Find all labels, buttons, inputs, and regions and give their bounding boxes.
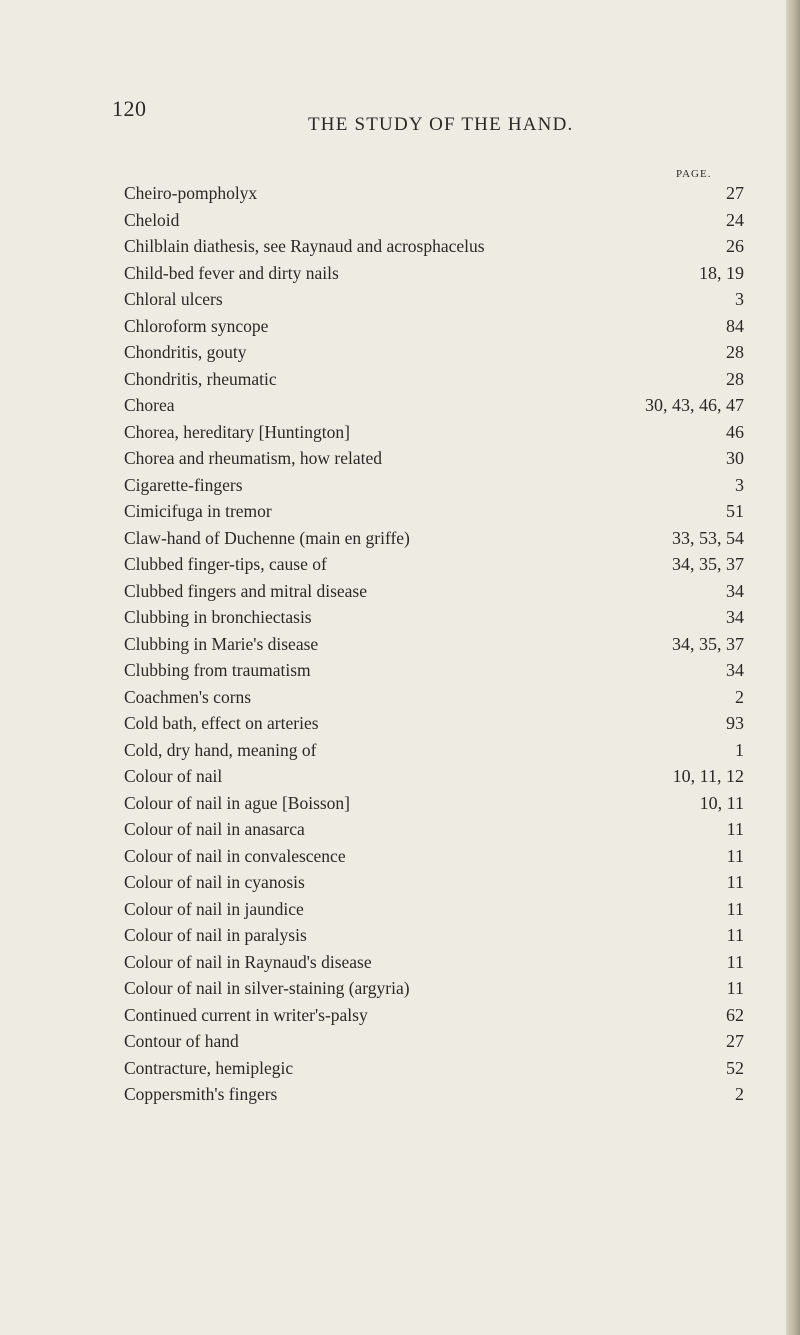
entry-pages: 11 [726, 819, 744, 839]
entry-term: Cold, dry hand, meaning of [124, 739, 317, 760]
entry-pages: 34 [726, 660, 744, 680]
entry-pages: 52 [726, 1057, 744, 1078]
entry-pages: 2 [735, 1084, 744, 1104]
entry-pages: 93 [726, 713, 744, 733]
entry-term: Chilblain diathesis, see Raynaud and acrosphacelus [124, 236, 485, 256]
index-entry [124, 233, 744, 260]
entry-term: Chorea [124, 395, 175, 415]
entry-pages: 51 [726, 501, 744, 521]
index-entry [124, 604, 744, 631]
index-entry [124, 896, 744, 923]
entry-pages: 46 [726, 421, 744, 442]
entry-term: Chondritis, gouty [124, 342, 247, 362]
index-entry [124, 657, 744, 684]
index-entry [124, 790, 744, 817]
index-entry [124, 684, 744, 711]
index-entry [124, 260, 744, 287]
entry-term: Cold bath, effect on arteries [124, 713, 319, 733]
entry-term: Chondritis, rheumatic [124, 368, 277, 389]
index-entry [124, 366, 744, 393]
entry-pages: 27 [726, 1031, 744, 1051]
entry-term: Chorea, hereditary [Huntington] [124, 421, 350, 442]
entry-term: Clubbed fingers and mitral disease [124, 580, 367, 601]
entry-pages: 11 [726, 978, 744, 998]
entry-pages: 11 [726, 925, 744, 945]
index-entry [124, 737, 744, 764]
page-number: 120 [112, 96, 147, 121]
index-entry [124, 339, 744, 366]
entry-pages: 34, 35, 37 [672, 554, 744, 574]
entry-pages: 11 [726, 898, 744, 919]
entry-pages: 26 [726, 236, 744, 256]
entry-pages: 11 [726, 872, 744, 892]
index-entry [124, 975, 744, 1002]
index-entry [124, 445, 744, 472]
entry-pages: 28 [726, 368, 744, 389]
entry-term: Colour of nail [124, 766, 223, 786]
entry-pages: 18, 19 [699, 262, 744, 283]
entry-term: Colour of nail in convalescence [124, 845, 346, 866]
entry-pages: 34, 35, 37 [672, 633, 744, 654]
entry-term: Chloral ulcers [124, 289, 223, 309]
entry-term: Clubbed finger-tips, cause of [124, 554, 327, 574]
running-title: THE STUDY OF THE HAND. [308, 114, 574, 135]
entry-term: Child-bed fever and dirty nails [124, 262, 339, 283]
entry-term: Colour of nail in paralysis [124, 925, 307, 945]
entry-term: Colour of nail in jaundice [124, 898, 304, 919]
entry-pages: 34 [726, 607, 744, 627]
entry-term: Cheiro-pompholyx [124, 183, 258, 203]
index-entry [124, 631, 744, 658]
index-entry [124, 1055, 744, 1082]
index-entry [124, 207, 744, 234]
entry-pages: 62 [726, 1004, 744, 1025]
entry-pages: 27 [726, 183, 744, 203]
index-entry [124, 1081, 744, 1108]
entry-pages: 28 [726, 342, 744, 362]
page-column-label: PAGE. [676, 168, 712, 180]
index-entry [124, 180, 744, 207]
entry-term: Clubbing in Marie's disease [124, 633, 319, 654]
index-entries [124, 180, 744, 1108]
index-entry [124, 710, 744, 737]
entry-term: Continued current in writer's-palsy [124, 1004, 368, 1025]
index-entry [124, 392, 744, 419]
entry-term: Chorea and rheumatism, how related [124, 448, 383, 468]
entry-term: Claw-hand of Duchenne (main en griffe) [124, 527, 410, 548]
index-entry [124, 551, 744, 578]
entry-pages: 10, 11 [699, 792, 744, 813]
entry-pages: 33, 53, 54 [672, 527, 744, 548]
index-entry [124, 525, 744, 552]
entry-pages: 2 [735, 686, 744, 707]
entry-pages: 24 [726, 209, 744, 230]
entry-term: Colour of nail in cyanosis [124, 872, 305, 892]
index-entry [124, 472, 744, 499]
index-entry [124, 816, 744, 843]
entry-pages: 3 [735, 289, 744, 309]
index-entry [124, 922, 744, 949]
index-entry [124, 763, 744, 790]
entry-term: Cigarette-fingers [124, 474, 243, 495]
index-entry [124, 419, 744, 446]
entry-pages: 30 [726, 448, 744, 468]
entry-pages: 84 [726, 315, 744, 336]
index-entry [124, 843, 744, 870]
entry-pages: 30, 43, 46, 47 [645, 395, 744, 415]
index-entry [124, 869, 744, 896]
entry-term: Cheloid [124, 209, 180, 230]
index-entry [124, 498, 744, 525]
entry-pages: 10, 11, 12 [672, 766, 744, 786]
index-entry [124, 949, 744, 976]
entry-pages: 11 [726, 845, 744, 866]
entry-term: Contour of hand [124, 1031, 239, 1051]
entry-term: Coppersmith's fingers [124, 1084, 278, 1104]
entry-term: Coachmen's corns [124, 686, 252, 707]
entry-term: Cimicifuga in tremor [124, 501, 272, 521]
entry-term: Colour of nail in Raynaud's disease [124, 951, 372, 972]
entry-pages: 11 [726, 951, 744, 972]
entry-pages: 1 [735, 739, 744, 760]
entry-term: Chloroform syncope [124, 315, 269, 336]
index-entry [124, 286, 744, 313]
entry-term: Contracture, hemiplegic [124, 1057, 294, 1078]
index-entry [124, 1028, 744, 1055]
entry-term: Clubbing in bronchiectasis [124, 607, 312, 627]
entry-term: Clubbing from traumatism [124, 660, 311, 680]
entry-pages: 34 [726, 580, 744, 601]
entry-term: Colour of nail in anasarca [124, 819, 305, 839]
entry-term: Colour of nail in ague [Boisson] [124, 792, 351, 813]
page-edge [786, 0, 800, 1335]
index-entry [124, 1002, 744, 1029]
entry-term: Colour of nail in silver-staining (argyria) [124, 978, 410, 998]
index-entry [124, 578, 744, 605]
index-entry [124, 313, 744, 340]
entry-pages: 3 [735, 474, 744, 495]
